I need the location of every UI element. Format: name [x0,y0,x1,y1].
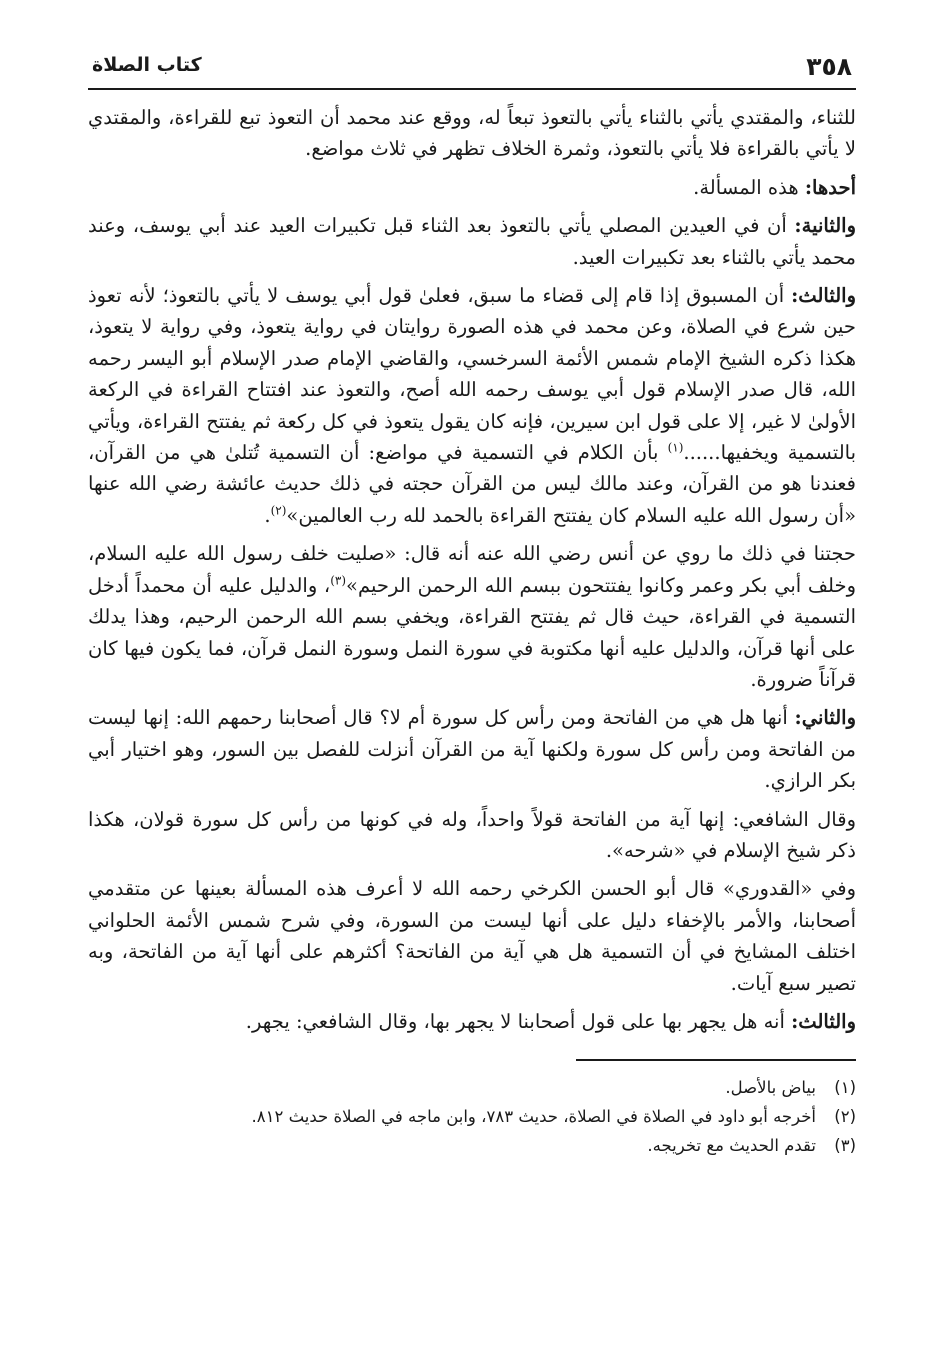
footnote-ref: (١) [667,440,684,455]
page-number: ٣٥٨ [806,52,852,81]
footnote-number: (٣) [834,1136,856,1156]
paragraph-text: ، والدليل عليه أن محمداً أدخل التسمية في القراءة، حيث قال ثم يفتتح القراءة، ويخفي بسم الله الرحمن الرحيم، وهذا يدلك على أنها قرآن، والدليل عليه أنها مكتوبة في سورة النمل وسورة النمل قرآن، فما يكون فيها كان قرآناً ضرورة. [88,573,856,691]
paragraph-second-issue [88,702,856,796]
paragraph-qudoori [88,873,856,999]
footnotes [88,1073,856,1160]
footnote-ref: (٢) [270,503,287,518]
paragraph-text: بأن الكلام في التسمية في مواضع: أن التسمية تُتلىٰ هي من القرآن، فعندنا هو من القرآن، وعند مالك ليس من القرآن حجته في ذلك حديث عائشة رضي الله عنها «أن رسول الله عليه السلام كان يفتتح القراءة بالحمد لله رب العالمين» [88,441,856,527]
paragraph-lead: والثالث: [791,1009,856,1033]
footnote-divider [576,1059,856,1061]
main-text [88,102,856,1037]
footnote-text: بياض بالأصل. [725,1078,816,1098]
paragraph-argument [88,538,856,695]
paragraph-second [88,210,856,273]
paragraph-first [88,172,856,203]
footnote-text: تقدم الحديث مع تخريجه. [647,1136,816,1156]
paragraph-intro [88,102,856,165]
paragraph-lead: والثاني: [794,706,856,730]
footnote [88,1131,856,1160]
book-title: كتاب الصلاة [92,54,202,76]
paragraph-shafii [88,804,856,867]
paragraph-text: للثناء، والمقتدي يأتي بالثناء يأتي بالتعوذ تبعاً له، ووقع عند محمد أن التعوذ تبع للقراءة، والمقتدي لا يأتي بالقراءة فلا يأتي بالتعوذ، وثمرة الخلاف تظهر في ثلاث مواضع. [88,106,856,161]
paragraph-text: . [264,503,271,527]
page-header [88,48,856,90]
paragraph-text: حجتنا في ذلك ما روي عن أنس رضي الله عنه أنه قال: «صليت خلف رسول الله عليه السلام، وخلف أبي بكر وعمر وكانوا يفتتحون ببسم الله الرحمن الرحيم» [88,542,856,597]
paragraph-text: هذه المسألة. [693,175,805,199]
paragraph-text: أنه هل يجهر بها على قول أصحابنا لا يجهر بها، وقال الشافعي: يجهر. [245,1009,792,1033]
footnote-ref: (٣) [330,573,347,588]
paragraph-third-issue [88,1006,856,1037]
paragraph-lead: والثالث: [791,284,856,308]
paragraph-text: وفي «القدوري» قال أبو الحسن الكرخي رحمه الله لا أعرف هذه المسألة بعينها عن متقدمي أصحابنا، والأمر بالإخفاء دليل على أنها ليست من السورة، وفي شرح شمس الأئمة الحلواني اختلف المشايخ في أن التسمية هل هي آية من الفاتحة؟ أكثرهم على أنها آية من الفاتحة، وبه تصير سبع آيات. [88,877,856,995]
paragraph-text: أنها هل هي من الفاتحة ومن رأس كل سورة أم لا؟ قال أصحابنا رحمهم الله: إنها ليست من الفاتحة ومن رأس كل سورة ولكنها آية من القرآن أنزلت للفصل بين السور، وهو اختيار أبي بكر الرازي. [88,706,856,793]
footnote-number: (٢) [834,1107,856,1127]
paragraph-text: أن المسبوق إذا قام إلى قضاء ما سبق، فعلىٰ قول أبي يوسف لا يأتي بالتعوذ؛ لأنه تعوذ حين شرع في الصلاة، وعن محمد في هذه الصورة روايتان في رواية يتعوذ، وفي رواية لا يتعوذ، هكذا ذكره الشيخ الإمام شمس الأئمة السرخسي، والقاضي الإمام صدر الإسلام أبو اليسر رحمه الله، قال صدر الإسلام قول أبي يوسف رحمه الله أصح، والتعوذ عند افتتاح القراءة في الركعة الأولىٰ لا غير، إلا على قول ابن سيرين، فإنه كان يقول يتعوذ في كل ركعة ثم يفتتح القراءة، ويأتي بالتسمية ويخفيها...... [88,284,857,465]
paragraph-text: وقال الشافعي: إنها آية من الفاتحة قولاً واحداً، وله في كونها من رأس كل سورة قولان، هكذا ذكر شيخ الإسلام في «شرحه». [88,807,856,862]
paragraph-text: أن في العيدين المصلي يأتي بالتعوذ بعد الثناء قبل تكبيرات العيد عند أبي يوسف، وعند محمد يأتي بالثناء بعد تكبيرات العيد. [88,214,856,269]
footnote-number: (١) [834,1078,856,1098]
footnote [88,1102,856,1131]
footnote-text: أخرجه أبو داود في الصلاة في الصلاة، حديث ٧٨٣، وابن ماجه في الصلاة حديث ٨١٢. [251,1107,816,1127]
paragraph-lead: والثانية: [794,214,856,238]
paragraph-lead: أحدها: [804,175,856,199]
paragraph-third [88,280,856,531]
footnote [88,1073,856,1102]
book-page [88,48,856,1160]
